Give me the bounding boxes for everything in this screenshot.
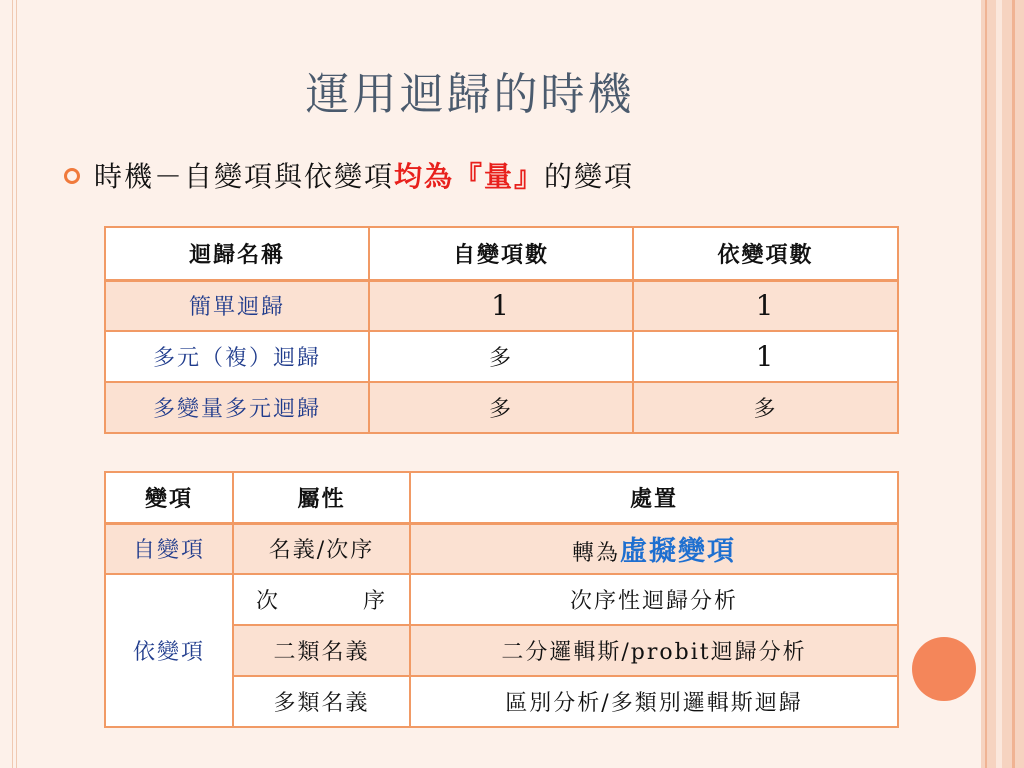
column-header: 依變項數 [633,227,898,280]
attribute-left: 次 [256,589,281,614]
regression-name-cell: 簡單迴歸 [105,280,369,331]
bullet-highlight: 均為『量』 [394,160,545,193]
treatment-cell [410,523,898,574]
column-header: 變項 [105,472,233,523]
attribute-right: 序 [362,589,387,614]
table-header-row [105,227,898,280]
dv-count-cell: 多 [633,382,898,433]
variable-cell: 依變項 [105,574,233,727]
bullet-suffix: 的變項 [544,160,635,193]
decorative-circle [912,637,976,701]
bullet-point [64,155,634,195]
right-border-line [996,0,1002,768]
column-header: 自變項數 [369,227,633,280]
iv-count-cell: 多 [369,382,633,433]
column-header: 處置 [410,472,898,523]
regression-name-cell: 多變量多元迴歸 [105,382,369,433]
bullet-prefix: 時機－自變項與依變項 [94,160,395,193]
right-border-line [985,0,987,768]
table-row [105,382,898,433]
table-row [105,331,898,382]
iv-count-cell: 1 [369,280,633,331]
table-row [105,280,898,331]
column-header: 迴歸名稱 [105,227,369,280]
right-border-band [981,0,1024,768]
attribute-cell: 名義/次序 [233,523,410,574]
slide-title: 運用迴歸的時機 [305,69,635,120]
regression-name-cell: 多元（複）迴歸 [105,331,369,382]
dv-count-cell: 1 [633,331,898,382]
table-row [105,523,898,574]
attribute-cell: 多類名義 [233,676,410,727]
treatment-cell: 區別分析/多類別邏輯斯迴歸 [410,676,898,727]
treatment-cell: 二分邏輯斯/probit迴歸分析 [410,625,898,676]
attribute-cell: 二類名義 [233,625,410,676]
attribute-cell [233,574,410,625]
variable-treatment-table [104,471,899,728]
table-header-row [105,472,898,523]
treatment-highlight: 虛擬變項 [620,536,736,568]
iv-count-cell: 多 [369,331,633,382]
variable-cell: 自變項 [105,523,233,574]
treatment-cell: 次序性迴歸分析 [410,574,898,625]
bullet-circle-icon [64,168,80,184]
regression-type-table [104,226,899,434]
right-border-line [1012,0,1015,768]
table-row [105,574,898,625]
column-header: 屬性 [233,472,410,523]
treatment-prefix: 轉為 [571,541,620,567]
dv-count-cell: 1 [633,280,898,331]
